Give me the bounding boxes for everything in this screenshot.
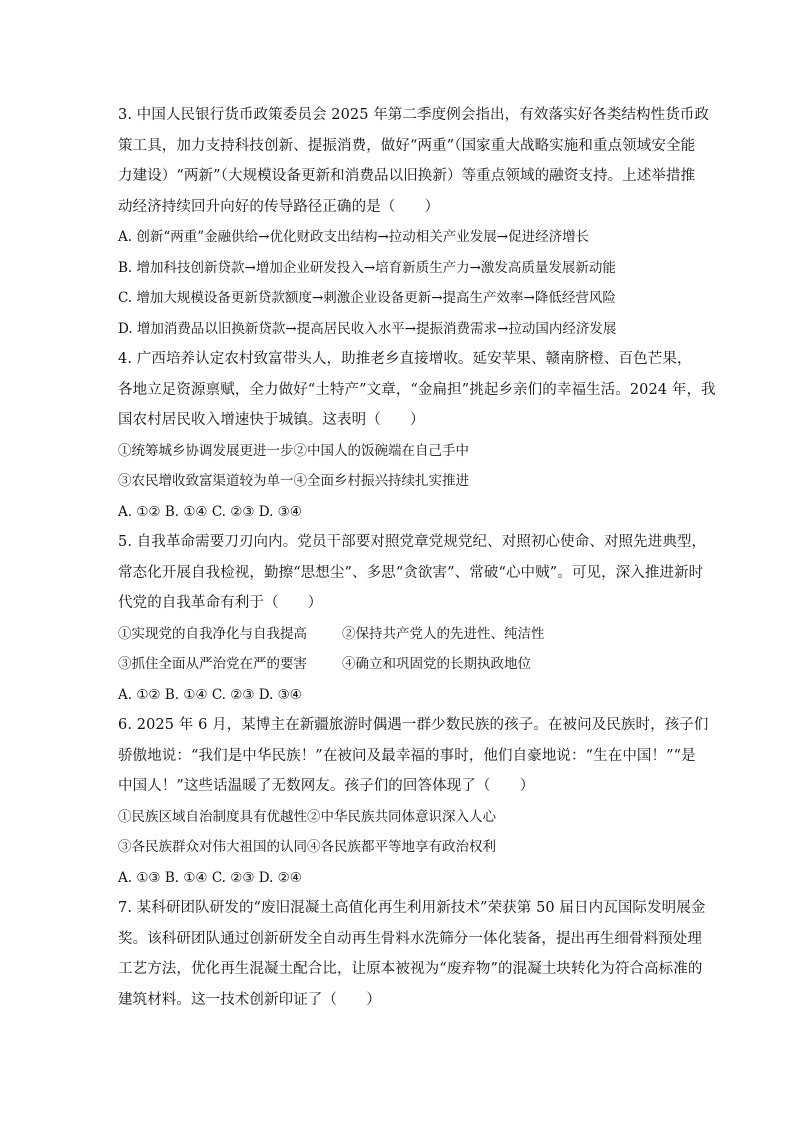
question-7-stem-line-4: 建筑材料。这一技术创新印证了（ ） — [118, 991, 381, 1008]
question-5-statement-3: ③抓住全面从严治党在严的要害 — [118, 656, 307, 672]
question-3-option-c: C. 增加大规模设备更新贷款额度→刺激企业设备更新→提高生产效率→降低经营风险 — [118, 290, 616, 306]
question-3-option-d: D. 增加消费品以旧换新贷款→提高居民收入水平→提振消费需求→拉动国内经济发展 — [118, 320, 617, 337]
question-3-stem-line-4: 动经济持续回升向好的传导路径正确的是（ ） — [118, 198, 440, 215]
question-3-option-a: A. 创新“两重”金融供给→优化财政支出结构→拉动相关产业发展→促进经济增长 — [118, 229, 590, 245]
question-3-stem-line-1: 3. 中国人民银行货币政策委员会 2025 年第二季度例会指出，有效落实好各类结构性货币政 — [118, 107, 710, 123]
question-5 — [118, 527, 707, 710]
question-5-statement-4: ④确立和巩固党的长期执政地位 — [342, 656, 531, 672]
question-6-statements-2: ③各民族群众对伟大祖国的认同④各民族都平等地享有政治权利 — [118, 839, 496, 855]
question-7-stem-line-2: 奖。该科研团队通过创新研发全自动再生骨料水洗筛分一体化装备，提出再生细骨料预处理 — [118, 930, 702, 947]
question-7-stem-line-1: 7. 某科研团队研发的“废旧混凝土高值化再生利用新技术”荣获第 50 届日内瓦国际发明展金 — [118, 900, 706, 916]
question-6-statements-1: ①民族区域自治制度具有优越性②中华民族共同体意识深入人心 — [118, 808, 496, 825]
question-3-option-b: B. 增加科技创新贷款→增加企业研发投入→培育新质生产力→激发高质量发展新动能 — [118, 259, 616, 276]
question-4-answer-options: A. ①② B. ①④ C. ②③ D. ③④ — [118, 503, 302, 520]
question-4-stem-line-3: 国农村居民收入增速快于城镇。这表明（ ） — [118, 412, 425, 428]
question-6-stem-line-3: 中国人！”这些话温暖了无数网友。孩子们的回答体现了（ ） — [118, 778, 535, 794]
question-5-statement-1: ①实现党的自我净化与自我提高 — [118, 625, 307, 642]
question-6-stem-line-2: 骄傲地说：“我们是中华民族！”在被问及最幸福的事时，他们自豪地说：“生在中国！”“是 — [118, 747, 696, 764]
question-4 — [118, 344, 716, 527]
question-5-stem-line-2: 常态化开展自我检视，勤擦“思想尘”、多思“贪欲害”、常破“心中贼”。可见，深入推进新时 — [118, 564, 704, 581]
question-5-statement-2: ②保持共产党人的先进性、纯洁性 — [342, 625, 545, 642]
question-4-statements-2: ③农民增收致富渠道较为单一④全面乡村振兴持续扎实推进 — [118, 473, 469, 489]
question-4-stem-line-2: 各地立足资源禀赋，全力做好“土特产”文章，“金扁担”挑起乡亲们的幸福生活。2024 年，我 — [118, 381, 716, 398]
question-4-stem-line-1: 4. 广西培养认定农村致富带头人，助推老乡直接增收。延安苹果、赣南脐橙、百色芒果， — [118, 351, 692, 367]
question-5-answer-options: A. ①② B. ①④ C. ②③ D. ③④ — [118, 686, 302, 703]
question-5-statements-row-1 — [118, 619, 678, 650]
question-5-stem-line-1: 5. 自我革命需要刀刃向内。党员干部要对照党章党规党纪、对照初心使命、对照先进典型， — [118, 534, 707, 550]
question-3 — [118, 100, 710, 344]
question-3-stem-line-3: 力建设）“两新”（大规模设备更新和消费品以旧换新）等重点领域的融资支持。上述举措推 — [118, 168, 696, 184]
question-5-stem-line-3: 代党的自我革命有利于（ ） — [118, 595, 323, 611]
question-5-statements-row-2 — [118, 649, 678, 680]
question-4-statements-1: ①统筹城乡协调发展更进一步②中国人的饭碗端在自己手中 — [118, 442, 469, 459]
question-6-stem-line-1: 6. 2025 年 6 月，某博主在新疆旅游时偶遇一群少数民族的孩子。在被问及民族时，孩子们 — [118, 717, 709, 733]
question-7 — [118, 893, 706, 1015]
question-6-answer-options: A. ①③ B. ①④ C. ②③ D. ②④ — [118, 869, 302, 886]
question-7-stem-line-3: 工艺方法，优化再生混凝土配合比，让原本被视为“废弃物”的混凝土块转化为符合高标准的 — [118, 961, 703, 977]
question-3-stem-line-2: 策工具，加力支持科技创新、提振消费，做好“两重”（国家重大战略实施和重点领域安全能 — [118, 137, 696, 154]
exam-content — [118, 100, 716, 1015]
question-6 — [118, 710, 709, 893]
